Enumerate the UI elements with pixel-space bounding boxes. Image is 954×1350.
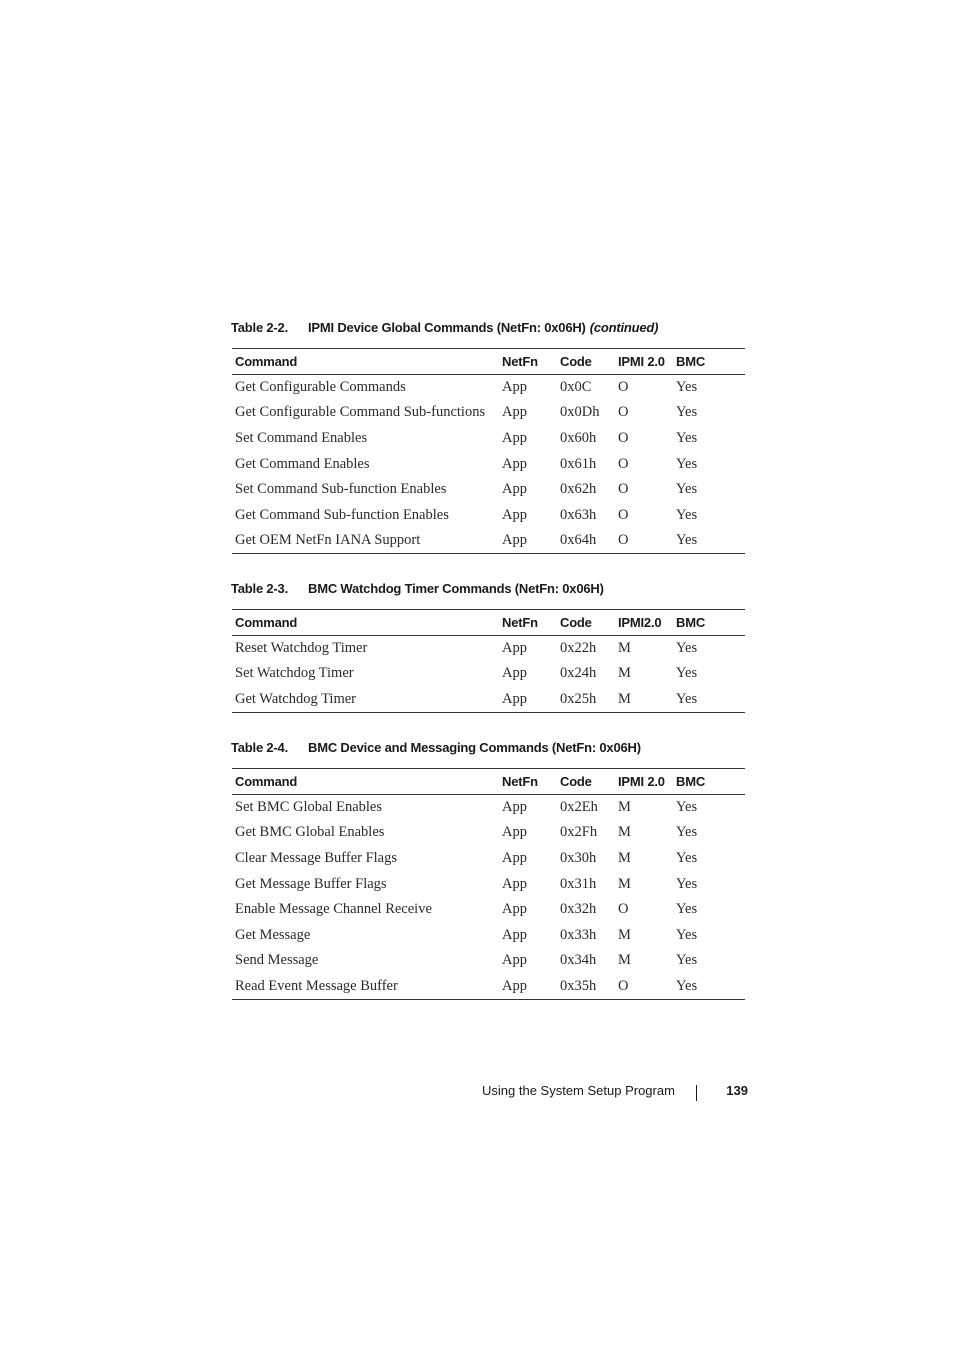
table-cell: App xyxy=(502,901,527,918)
table-cell: App xyxy=(502,481,527,498)
table-cell: 0x34h xyxy=(560,952,597,969)
table-row xyxy=(232,375,745,401)
column-header: BMC xyxy=(673,769,745,795)
table-row xyxy=(232,661,745,687)
table-row xyxy=(232,528,745,554)
table-cell: M xyxy=(618,640,631,657)
table-cell: Get Configurable Commands xyxy=(235,379,406,396)
table-caption xyxy=(231,581,608,596)
table-row xyxy=(232,974,745,1000)
table-cell: O xyxy=(618,481,629,498)
table-cell: O xyxy=(615,528,673,554)
table-cell: O xyxy=(618,379,629,396)
footer-divider xyxy=(696,1085,697,1101)
table-cell: M xyxy=(618,824,631,841)
table-cell: App xyxy=(502,824,527,841)
table-cell: 0x2Fh xyxy=(560,824,598,841)
column-header: BMC xyxy=(673,349,745,375)
table-cell: App xyxy=(499,687,557,713)
table-caption xyxy=(231,740,645,755)
table-cell: Yes xyxy=(673,687,745,713)
table-cell: App xyxy=(502,875,527,892)
table-cell: O xyxy=(618,455,629,472)
commands-table xyxy=(232,348,745,554)
column-header: Code xyxy=(557,769,615,795)
column-header: NetFn xyxy=(499,769,557,795)
table-header-row xyxy=(232,610,745,636)
table-header-row xyxy=(232,349,745,375)
table-cell: Yes xyxy=(676,665,698,682)
table-cell: App xyxy=(499,974,557,1000)
column-header: Command xyxy=(232,769,499,795)
table-cell: Get Command Sub-function Enables xyxy=(235,506,449,523)
table-cell: Enable Message Channel Receive xyxy=(235,901,432,918)
table-cell: 0x60h xyxy=(560,429,597,446)
table-row xyxy=(232,636,745,662)
column-header: BMC xyxy=(673,610,745,636)
table-cell: App xyxy=(502,455,527,472)
table-row xyxy=(232,687,745,713)
table-row xyxy=(232,922,745,948)
table-cell: Yes xyxy=(676,901,698,918)
table-cell: 0x24h xyxy=(560,665,597,682)
table-cell: Yes xyxy=(676,799,698,816)
table-cell: 0x31h xyxy=(560,875,597,892)
table-cell: M xyxy=(615,687,673,713)
commands-table xyxy=(232,609,745,713)
table-cell: App xyxy=(502,506,527,523)
table-cell: Clear Message Buffer Flags xyxy=(235,849,398,866)
table-cell: 0x2Eh xyxy=(560,799,598,816)
table-cell: Read Event Message Buffer xyxy=(232,974,499,1000)
table-row xyxy=(232,948,745,974)
table-cell: 0x33h xyxy=(560,926,597,943)
table-cell: App xyxy=(502,429,527,446)
table-cell: 0x22h xyxy=(560,640,597,657)
table-cell: Set Command Enables xyxy=(235,429,368,446)
table-cell: Get Command Enables xyxy=(235,455,370,472)
table-cell: Yes xyxy=(676,404,698,421)
table-cell: M xyxy=(618,849,631,866)
table-cell: Get Configurable Command Sub-functions xyxy=(235,404,486,421)
table-cell: Set Watchdog Timer xyxy=(235,665,354,682)
table-cell: App xyxy=(502,952,527,969)
table-number: Table 2-3. xyxy=(231,581,289,596)
table-row xyxy=(232,846,745,872)
column-header: Command xyxy=(232,349,499,375)
table-title: BMC Device and Messaging Commands (NetFn: 0x06H) xyxy=(308,740,641,755)
table-cell: O xyxy=(618,404,629,421)
table-cell: App xyxy=(502,379,527,396)
column-header: NetFn xyxy=(499,349,557,375)
table-cell: O xyxy=(615,974,673,1000)
table-row xyxy=(232,795,745,821)
table-cell: M xyxy=(618,799,631,816)
table-cell: O xyxy=(618,506,629,523)
table-cell: App xyxy=(502,404,527,421)
table-row xyxy=(232,502,745,528)
table-cell: 0x35h xyxy=(557,974,615,1000)
table-cell: M xyxy=(618,875,631,892)
table-caption xyxy=(231,320,658,335)
table-row xyxy=(232,897,745,923)
table-row xyxy=(232,820,745,846)
table-title: BMC Watchdog Timer Commands (NetFn: 0x06H) xyxy=(308,581,604,596)
table-cell: Yes xyxy=(676,455,698,472)
table-cell: Yes xyxy=(676,640,698,657)
table-cell: Set BMC Global Enables xyxy=(235,799,383,816)
table-cell: 0x0C xyxy=(560,379,592,396)
table-header-row xyxy=(232,769,745,795)
table-row xyxy=(232,426,745,452)
continued-label: (continued) xyxy=(589,320,659,335)
table-cell: Yes xyxy=(676,952,698,969)
table-cell: Yes xyxy=(673,974,745,1000)
table-cell: Reset Watchdog Timer xyxy=(235,640,368,657)
table-cell: Yes xyxy=(676,849,698,866)
table-cell: Yes xyxy=(676,824,698,841)
table-row xyxy=(232,871,745,897)
table-cell: Send Message xyxy=(235,952,319,969)
table-cell: Yes xyxy=(676,379,698,396)
table-title: IPMI Device Global Commands (NetFn: 0x06H) xyxy=(308,320,586,335)
table-cell: Set Command Sub-function Enables xyxy=(235,481,447,498)
table-cell: 0x32h xyxy=(560,901,597,918)
table-cell: App xyxy=(502,926,527,943)
page-number: 139 xyxy=(726,1083,748,1098)
table-cell: Yes xyxy=(676,481,698,498)
column-header: Code xyxy=(557,349,615,375)
column-header: IPMI 2.0 xyxy=(615,769,673,795)
table-cell: App xyxy=(502,849,527,866)
table-cell: App xyxy=(502,665,527,682)
column-header: Command xyxy=(232,610,499,636)
table-cell: Get Message xyxy=(235,926,311,943)
table-cell: Yes xyxy=(676,875,698,892)
table-cell: 0x61h xyxy=(560,455,597,472)
table-cell: O xyxy=(618,901,629,918)
commands-table xyxy=(232,768,745,1000)
column-header: IPMI 2.0 xyxy=(615,349,673,375)
table-cell: 0x63h xyxy=(560,506,597,523)
column-header: IPMI2.0 xyxy=(615,610,673,636)
table-cell: Get Message Buffer Flags xyxy=(235,875,387,892)
table-cell: 0x30h xyxy=(560,849,597,866)
table-row xyxy=(232,400,745,426)
table-cell: Yes xyxy=(676,926,698,943)
table-cell: Yes xyxy=(676,506,698,523)
table-cell: 0x62h xyxy=(560,481,597,498)
table-cell: 0x25h xyxy=(557,687,615,713)
column-header: NetFn xyxy=(499,610,557,636)
table-cell: Yes xyxy=(676,429,698,446)
table-cell: Yes xyxy=(673,528,745,554)
table-cell: 0x64h xyxy=(557,528,615,554)
column-header: Code xyxy=(557,610,615,636)
table-row xyxy=(232,451,745,477)
table-cell: Get BMC Global Enables xyxy=(235,824,385,841)
table-cell: M xyxy=(618,665,631,682)
table-row xyxy=(232,477,745,503)
footer-section-title: Using the System Setup Program xyxy=(482,1083,675,1098)
table-cell: M xyxy=(618,926,631,943)
table-cell: 0x0Dh xyxy=(560,404,600,421)
table-number: Table 2-2. xyxy=(231,320,289,335)
table-cell: O xyxy=(618,429,629,446)
table-cell: M xyxy=(618,952,631,969)
table-number: Table 2-4. xyxy=(231,740,289,755)
table-cell: Get Watchdog Timer xyxy=(232,687,499,713)
table-cell: App xyxy=(502,640,527,657)
table-cell: Get OEM NetFn IANA Support xyxy=(232,528,499,554)
table-cell: App xyxy=(499,528,557,554)
table-cell: App xyxy=(502,799,527,816)
